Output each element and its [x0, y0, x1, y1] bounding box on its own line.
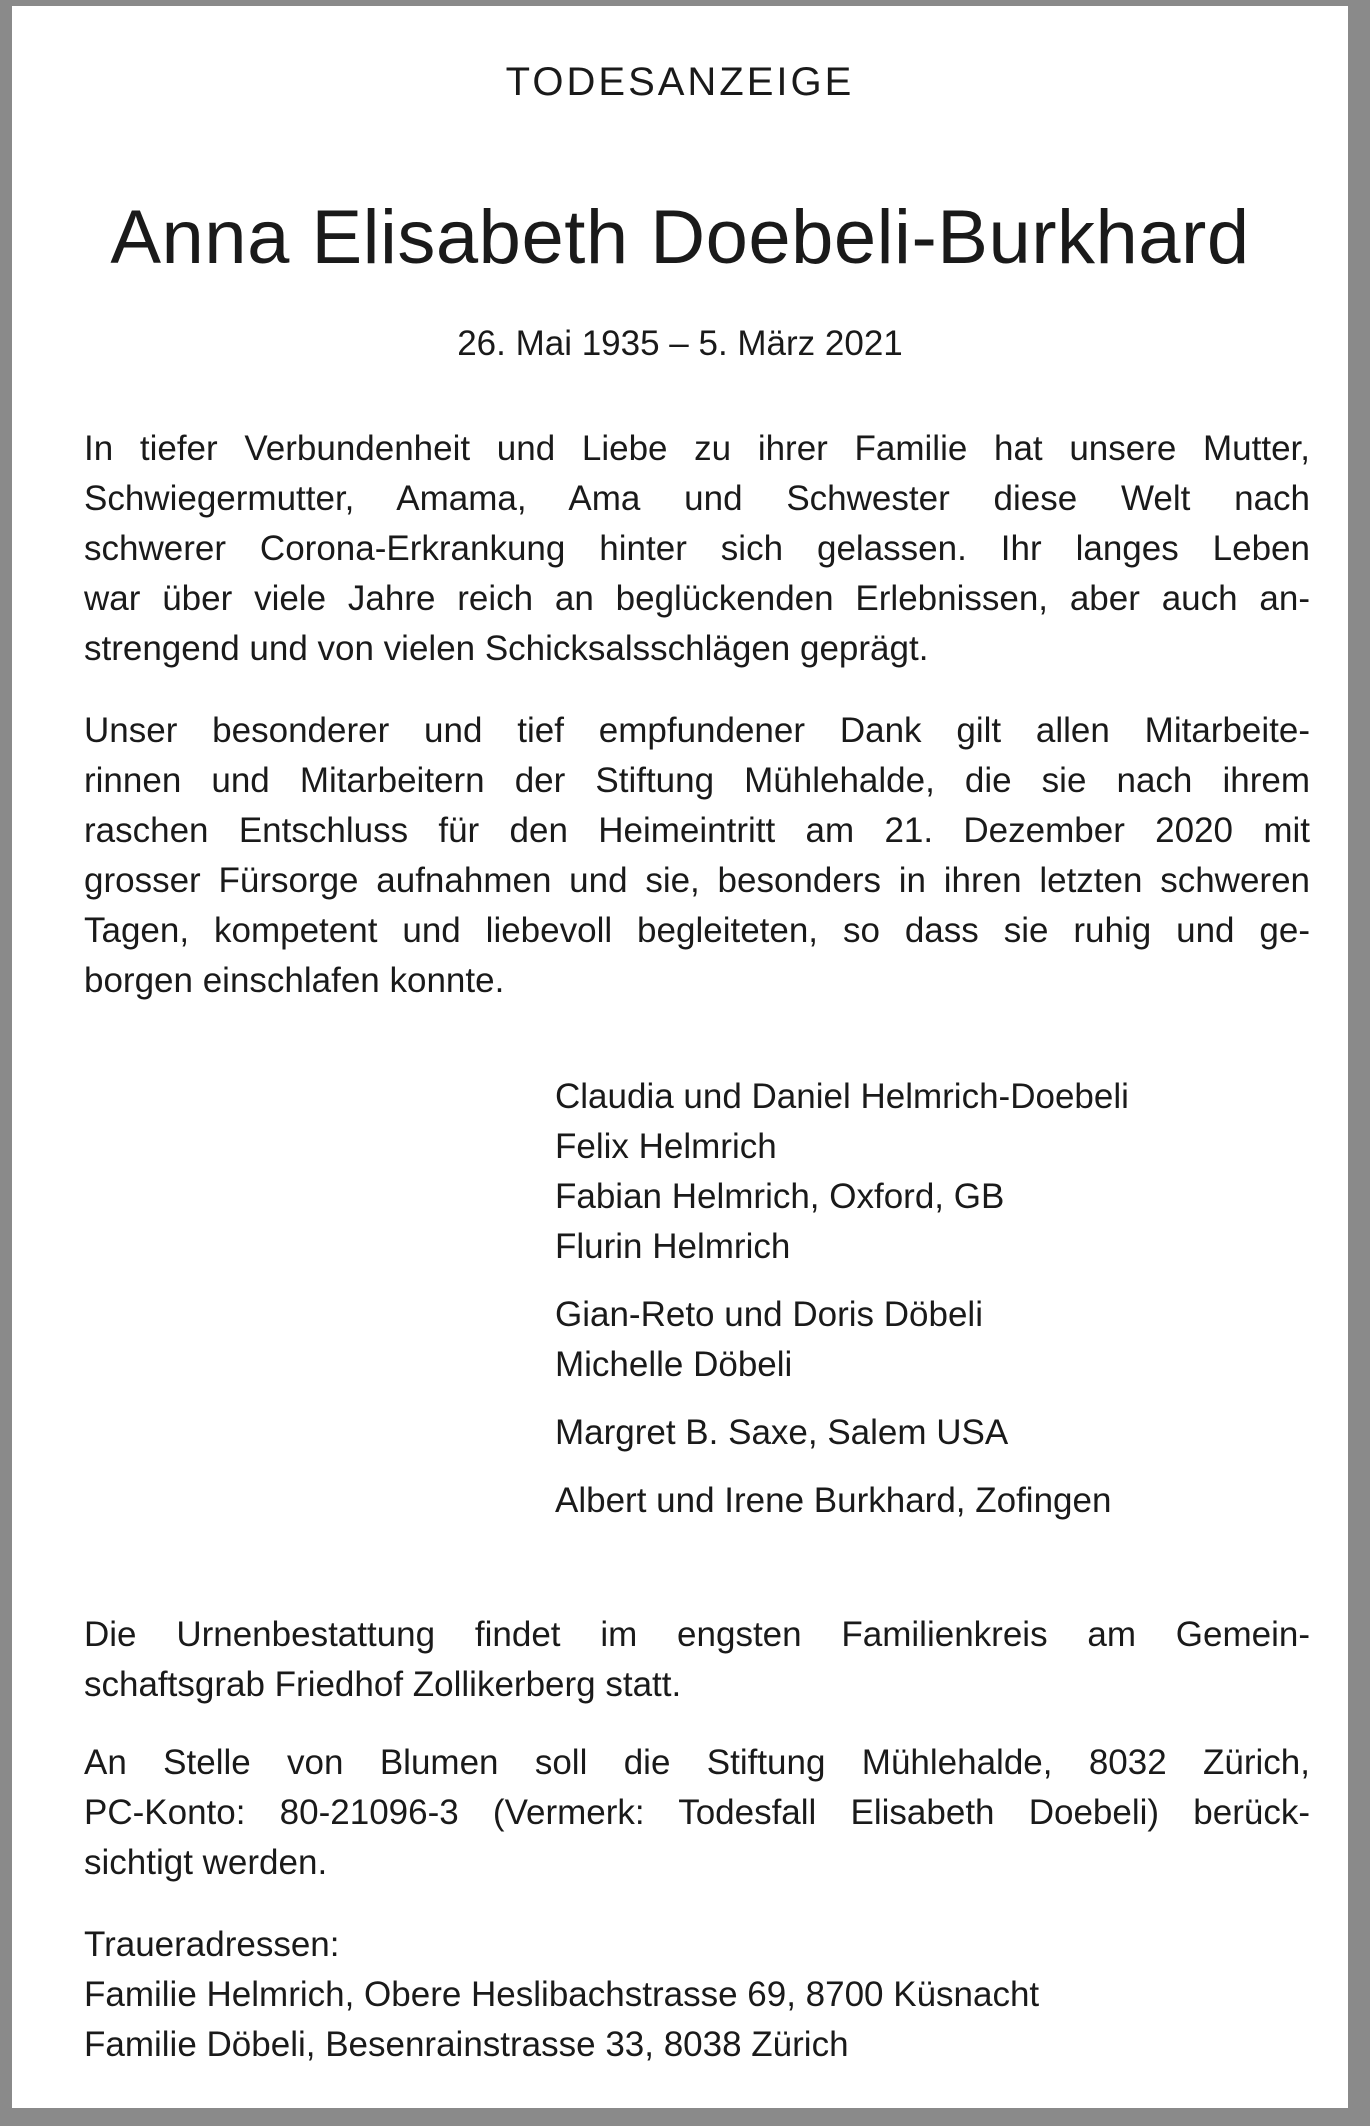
signers-list — [555, 1072, 1315, 1526]
text-line: Unser besonderer und tief empfundener Dank gilt allen Mitarbeite- — [84, 711, 1310, 750]
text-line: Schwiegermutter, Amama, Ama und Schwester diese Welt nach — [84, 479, 1310, 518]
intro-paragraph — [84, 424, 1310, 674]
burial-paragraph — [84, 1610, 1310, 1710]
signer-name: Flurin Helmrich — [555, 1227, 791, 1266]
text-line: raschen Entschluss für den Heimeintritt am 21. Dezember 2020 mit — [84, 811, 1310, 850]
text-line: In tiefer Verbundenheit und Liebe zu ihrer Familie hat unsere Mutter, — [84, 429, 1310, 468]
signer-name: Albert und Irene Burkhard, Zofingen — [555, 1481, 1112, 1520]
text-line: strengend und von vielen Schicksalsschlägen geprägt. — [84, 629, 929, 668]
signer-name: Margret B. Saxe, Salem USA — [555, 1413, 1009, 1452]
signer-group — [555, 1072, 1315, 1272]
text-line: borgen einschlafen konnte. — [84, 961, 505, 1000]
notice-label: TODESANZEIGE — [505, 60, 855, 104]
signer-group — [555, 1476, 1315, 1526]
signer-name: Felix Helmrich — [555, 1127, 777, 1166]
text-line: grosser Fürsorge aufnahmen und sie, besonders in ihren letzten schweren — [84, 861, 1310, 900]
signer-name: Fabian Helmrich, Oxford, GB — [555, 1177, 1005, 1216]
text-line: war über viele Jahre reich an beglückenden Erlebnissen, aber auch an- — [84, 579, 1310, 618]
text-line: Die Urnenbestattung findet im engsten Familienkreis am Gemein- — [84, 1615, 1310, 1654]
donation-paragraph — [84, 1738, 1310, 1888]
text-line: Tagen, kompetent und liebevoll begleiteten, so dass sie ruhig und ge- — [84, 911, 1310, 950]
text-line: PC-Konto: 80-21096-3 (Vermerk: Todesfall Elisabeth Doebeli) berück- — [84, 1793, 1310, 1832]
thanks-paragraph — [84, 706, 1310, 1006]
signer-group — [555, 1290, 1315, 1390]
text-line: An Stelle von Blumen soll die Stiftung Mühlehalde, 8032 Zürich, — [84, 1743, 1310, 1782]
text-line: sichtigt werden. — [84, 1843, 328, 1882]
signer-name: Michelle Döbeli — [555, 1345, 793, 1384]
address-line: Familie Döbeli, Besenrainstrasse 33, 8038 Zürich — [84, 2025, 849, 2064]
addresses-heading: Traueradressen: — [84, 1925, 340, 1964]
mourning-addresses — [84, 1920, 1310, 2070]
text-line: schaftsgrab Friedhof Zollikerberg statt. — [84, 1665, 682, 1704]
text-line: rinnen und Mitarbeitern der Stiftung Mühlehalde, die sie nach ihrem — [84, 761, 1310, 800]
text-line: schwerer Corona-Erkrankung hinter sich gelassen. Ihr langes Leben — [84, 529, 1310, 568]
signer-group — [555, 1408, 1315, 1458]
life-dates: 26. Mai 1935 – 5. März 2021 — [457, 324, 903, 363]
signer-name: Gian-Reto und Doris Döbeli — [555, 1295, 983, 1334]
deceased-name: Anna Elisabeth Doebeli-Burkhard — [110, 195, 1250, 280]
address-line: Familie Helmrich, Obere Heslibachstrasse 69, 8700 Küsnacht — [84, 1975, 1040, 2014]
signer-name: Claudia und Daniel Helmrich-Doebeli — [555, 1077, 1129, 1116]
